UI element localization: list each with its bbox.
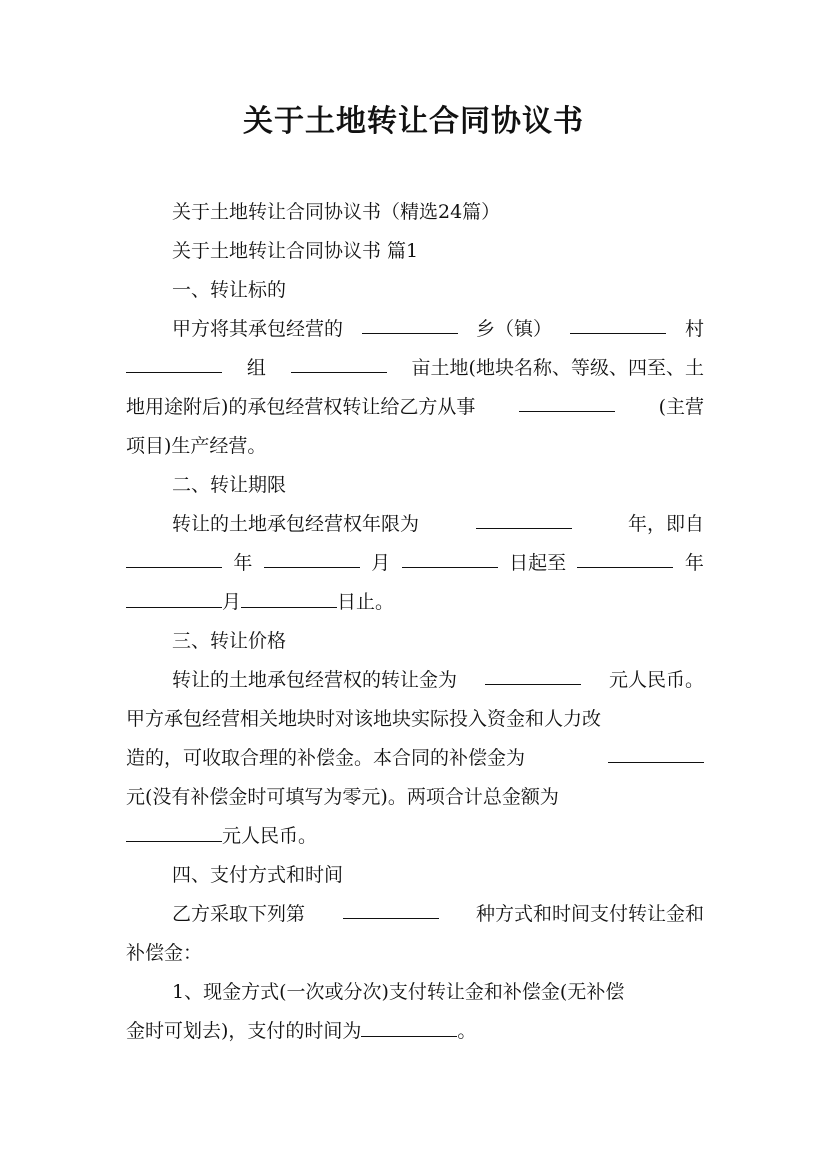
paragraph-line: 甲方承包经营相关地块时对该地块实际投入资金和人力改 [126,708,602,730]
text-span: 日起至 [509,552,567,574]
fill-blank[interactable] [361,1018,457,1037]
clause-heading-2: 二、转让期限 [172,474,287,496]
text-span: 村 [684,318,704,340]
paragraph-line [172,315,704,343]
fill-blank[interactable] [126,823,222,842]
text-span: 转让的土地承包经营权年限为 [172,513,420,535]
text-span: (主营 [658,396,704,418]
text-span: 金时可划去)，支付的时间为 [126,1020,362,1042]
paragraph-line [126,744,704,772]
paragraph-line [126,822,704,850]
text-span: 日止。 [337,591,395,613]
paragraph-line: 元(没有补偿金时可填写为零元)。两项合计总金额为 [126,786,559,808]
subtitle-line: 关于土地转让合同协议书（精选24篇） [172,201,501,223]
text-span: 转让的土地承包经营权的转让金为 [172,669,458,691]
paragraph-line: 补偿金： [126,942,203,964]
fill-blank[interactable] [291,354,387,373]
text-span: 年，即自 [627,513,704,535]
paragraph-line: 1、现金方式(一次或分次)支付转让金和补偿金(无补偿 [172,981,625,1003]
text-span: 月 [222,591,242,613]
fill-blank[interactable] [402,549,498,568]
section-heading: 关于土地转让合同协议书 篇1 [172,240,419,262]
paragraph-line [126,1017,704,1045]
text-span: 亩土地(地块名称、等级、四至、土 [411,357,704,379]
text-span: 组 [246,357,266,379]
paragraph-line [126,588,704,616]
paragraph-line [172,510,704,538]
text-span: 乙方采取下列第 [172,903,306,925]
text-span: 造的，可收取合理的补偿金。本合同的补偿金为 [126,747,526,769]
text-span: 地用途附后)的承包经营权转让给乙方从事 [126,396,476,418]
text-span: 年 [684,552,704,574]
fill-blank[interactable] [476,510,572,529]
fill-blank[interactable] [126,589,222,608]
text-span: 。 [457,1020,477,1042]
text-span: 甲方将其承包经营的 [172,318,344,340]
paragraph-line: 项目)生产经营。 [126,435,267,457]
clause-heading-1: 一、转让标的 [172,279,287,301]
clause-heading-3: 三、转让价格 [172,630,287,652]
fill-blank[interactable] [264,549,360,568]
paragraph-line [126,549,704,577]
paragraph-line [172,900,704,928]
fill-blank[interactable] [362,315,458,334]
fill-blank[interactable] [126,549,222,568]
fill-blank[interactable] [570,315,666,334]
text-span: 乡（镇） [475,318,552,340]
text-span: 月 [371,552,391,574]
text-span: 元人民币。 [222,825,318,847]
fill-blank[interactable] [608,744,704,763]
fill-blank[interactable] [241,589,337,608]
fill-blank[interactable] [126,354,222,373]
document-title: 关于土地转让合同协议书 [243,104,584,139]
clause-heading-4: 四、支付方式和时间 [172,864,344,886]
paragraph-line [126,393,704,421]
fill-blank[interactable] [519,393,615,412]
paragraph-line [172,666,704,694]
fill-blank[interactable] [485,666,581,685]
paragraph-line [126,354,704,382]
fill-blank[interactable] [343,900,439,919]
text-span: 种方式和时间支付转让金和 [475,903,704,925]
text-span: 年 [233,552,253,574]
text-span: 元人民币。 [608,669,704,691]
fill-blank[interactable] [577,549,673,568]
